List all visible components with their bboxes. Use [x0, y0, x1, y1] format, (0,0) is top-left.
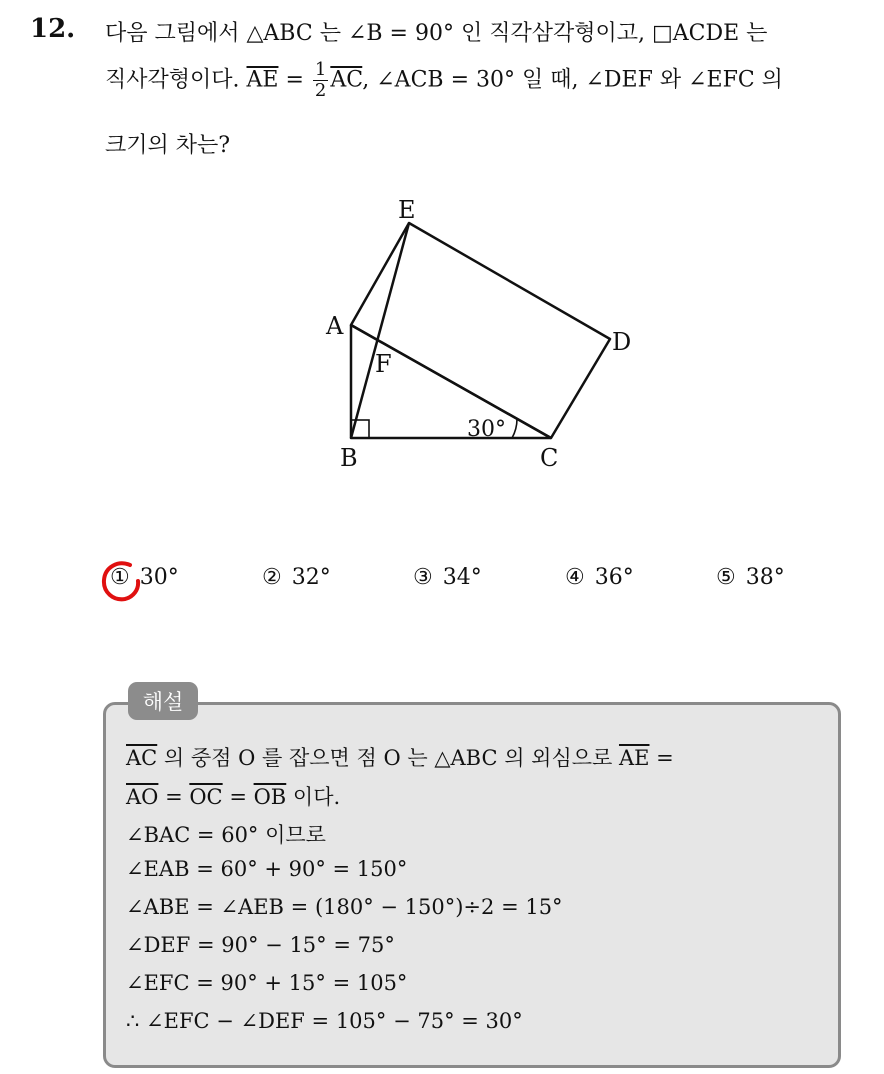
solution-line-4: ∠EAB = 60° + 90° = 150° [126, 857, 408, 881]
choice-1-value: 30° [139, 565, 179, 590]
label-angle-30: 30° [467, 417, 506, 442]
answer-choices [110, 565, 830, 601]
choice-5[interactable] [716, 565, 785, 590]
solution-eq-2a: = [158, 785, 190, 809]
choice-4[interactable] [565, 565, 634, 590]
label-f: F [375, 350, 392, 378]
geometry-figure [300, 190, 640, 480]
segment-ob: $\overline{OB}$ [253, 785, 287, 809]
question-number: 12. [30, 14, 76, 44]
choice-2[interactable] [262, 565, 331, 590]
segment-ac-sol: $\overline{AC}$ [126, 746, 158, 770]
choice-3-value: 34° [442, 565, 482, 590]
label-a: A [326, 312, 344, 340]
label-b: B [340, 444, 358, 472]
segment-ae: $\overline{AE}$ [246, 67, 279, 93]
solution-line-3: ∠BAC = 60° 이므로 [126, 823, 326, 847]
solution-line-6: ∠DEF = 90° − 15° = 75° [126, 933, 395, 957]
choice-5-mark: ⑤ [716, 565, 736, 590]
solution-line-8: ∴ ∠EFC − ∠DEF = 105° − 75° = 30° [126, 1009, 523, 1033]
segment-ae-sol: $\overline{AE}$ [618, 746, 650, 770]
question-text-2b: , ∠ACB = 30° 일 때, ∠DEF 와 ∠EFC 의 [362, 67, 783, 93]
label-c: C [540, 444, 559, 472]
fraction-numerator: 1 [314, 59, 327, 80]
choice-3[interactable] [413, 565, 482, 590]
rectangle-acde [351, 223, 610, 438]
segment-oc: $\overline{OC}$ [189, 785, 223, 809]
label-e: E [398, 196, 416, 224]
question-line-1: 다음 그림에서 △ABC 는 ∠B = 90° 인 직각삼각형이고, □ACDE 는 [105, 21, 768, 46]
choice-4-value: 36° [594, 565, 634, 590]
solution-tail-2: 이다. [286, 785, 341, 809]
choice-2-mark: ② [262, 565, 282, 590]
fraction-half [313, 60, 328, 101]
solution-line-7: ∠EFC = 90° + 15° = 105° [126, 971, 408, 995]
segment-ao: $\overline{AO}$ [126, 785, 159, 809]
question-text-2a: 직사각형이다. [105, 67, 247, 93]
solution-text-1: 의 중점 O 를 잡으면 점 O 는 △ABC 의 외심으로 [157, 746, 619, 770]
segment-ac: $\overline{AC}$ [330, 67, 363, 93]
solution-eq-1: = [649, 746, 674, 770]
solution-line-1 [126, 742, 674, 772]
choice-1-mark: ① [110, 565, 130, 590]
solution-tab: 해설 [128, 682, 198, 720]
question-line-3: 크기의 차는? [105, 133, 231, 158]
solution-eq-2b: = [222, 785, 254, 809]
angle-arc-c [512, 419, 517, 438]
segment-ac-line [351, 325, 551, 438]
equals-sign: = [278, 67, 311, 93]
label-d: D [612, 328, 632, 356]
fraction-denominator: 2 [314, 80, 327, 101]
choice-2-value: 32° [291, 565, 331, 590]
choice-5-value: 38° [745, 565, 785, 590]
question-line-2 [105, 60, 783, 101]
choice-4-mark: ④ [565, 565, 585, 590]
solution-line-5: ∠ABE = ∠AEB = (180° − 150°)÷2 = 15° [126, 895, 563, 919]
choice-1[interactable] [110, 565, 179, 590]
choice-3-mark: ③ [413, 565, 433, 590]
solution-line-2 [126, 781, 340, 811]
